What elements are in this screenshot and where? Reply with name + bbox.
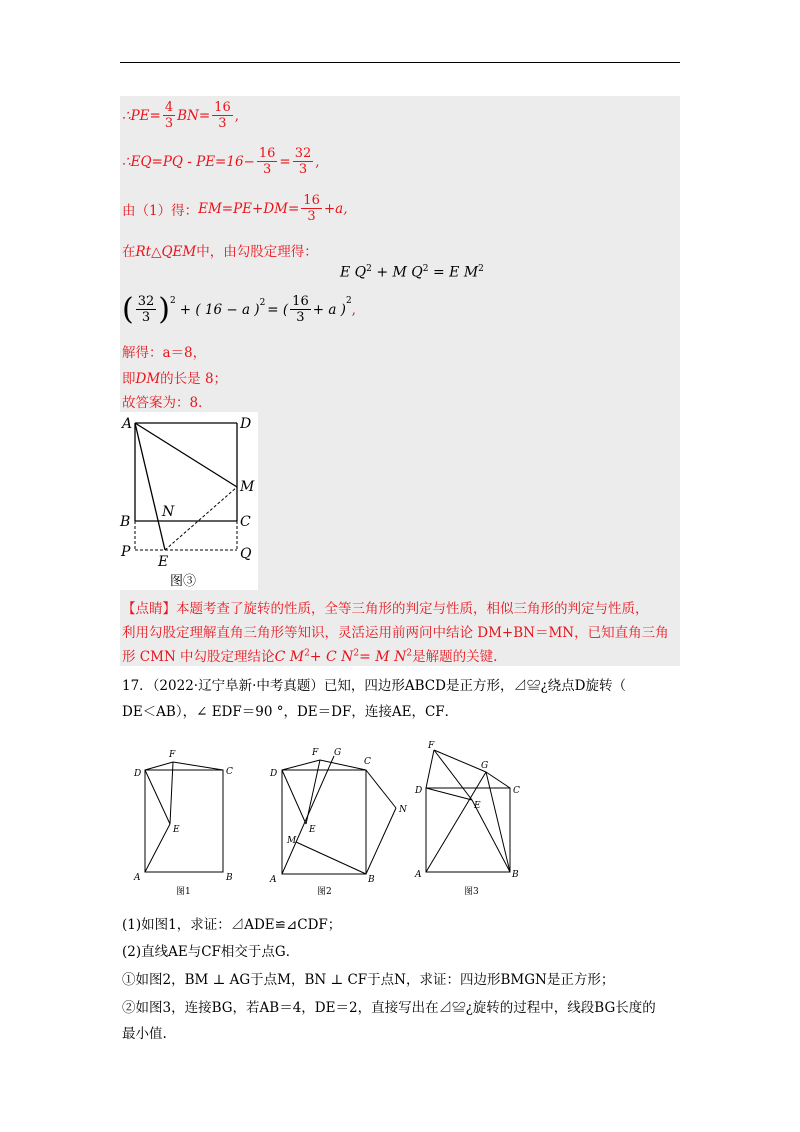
svg-text:B: B (226, 873, 233, 883)
problem-line-1: 17．（2022·辽宁阜新·中考真题）已知，四边形ABCD是正方形，⊿≌¿绕点D旋转（ (122, 678, 627, 694)
label-Q: Q (240, 546, 252, 562)
svg-text:F: F (428, 741, 435, 751)
svg-text:C: C (513, 786, 520, 796)
label-B: B (120, 514, 131, 530)
svg-text:A: A (270, 875, 277, 885)
label-E: E (158, 554, 169, 570)
problem-figure-3 (412, 738, 532, 898)
comment-line-1: 【点睛】本题考查了旋转的性质，全等三角形的判定与性质，相似三角形的判定与性质， (122, 601, 649, 617)
solution-line-8: 即DM的长是 8； (122, 371, 228, 387)
svg-text:A: A (415, 870, 422, 880)
svg-text:图2: 图2 (317, 887, 332, 897)
header-rule (120, 62, 680, 63)
solution-line-6: ( $\frac{32}{3}$ ) 2 + ( 16 − a ) 2 = ( $\frac{16}{3}$ + a ) 2 , (122, 291, 356, 327)
label-P: P (121, 544, 131, 560)
question-2-1: ①如图2，BM ⊥ AG于点M，BN ⊥ CF于点N，求证：四边形BMGN是正方形； (122, 972, 615, 988)
svg-text:图3: 图3 (464, 887, 479, 897)
question-1: (1)如图1，求证：⊿ADE≌⊿CDF； (122, 917, 342, 933)
problem-figure-1 (128, 742, 238, 898)
svg-text:G: G (481, 761, 489, 771)
svg-text:E: E (474, 801, 481, 811)
solution-line-7: 解得：a＝8， (122, 345, 207, 361)
svg-text:D: D (134, 769, 142, 779)
comment-line-3: 形 CMN 中勾股定理结论C $M^2+ C$ $N^2= M$ $N^2$是解题的关键. (122, 648, 498, 665)
svg-text:E: E (309, 825, 316, 835)
svg-text:B: B (368, 875, 375, 885)
svg-text:D: D (270, 769, 278, 779)
problem-line-2: DE＜AB），∠ EDF＝90 °，DE＝DF，连接AE，CF． (122, 704, 459, 720)
question-2: (2)直线AE与CF相交于点G． (122, 944, 300, 960)
label-A: A (122, 416, 133, 432)
question-2-2: ②如图3，连接BG，若AB＝4，DE＝2，直接写出在⊿≌¿旋转的过程中，线段BG长度的 (122, 1000, 656, 1016)
svg-text:F: F (312, 748, 319, 758)
svg-text:B: B (512, 870, 519, 880)
label-N: N (162, 504, 175, 520)
solution-line-3: 由（1）得： EM=PE+DM= $\frac{16}{3}$ +a, (122, 193, 348, 224)
problem-figure-2 (262, 742, 412, 898)
svg-text:G: G (334, 748, 342, 758)
solution-line-1: ∴PE= $\frac{4}{3}$ BN= $\frac{16}{3}$ , (122, 100, 240, 131)
svg-text:D: D (415, 786, 423, 796)
figure-caption: 图③ (170, 574, 197, 589)
svg-text:A: A (134, 873, 141, 883)
solution-line-4: 在Rt△QEM中，由勾股定理得： (122, 244, 318, 260)
question-2-2-cont: 最小值. (122, 1026, 167, 1042)
label-M: M (240, 479, 255, 495)
solution-line-9: 故答案为：8． (122, 395, 212, 411)
svg-text:F: F (169, 750, 176, 760)
svg-text:C: C (364, 757, 371, 767)
solution-line-2: ∴EQ=PQ - PE=16− $\frac{16}{3}$ = $\frac{32}{3}$ , (122, 146, 320, 177)
pythagoras-formula: E $Q^2 + M$ $Q^2 = E$ $M^2$ (340, 264, 484, 281)
label-D: D (240, 416, 252, 432)
solution-figure (118, 412, 258, 590)
svg-text:E: E (173, 825, 180, 835)
label-C: C (240, 514, 251, 530)
svg-text:M: M (287, 836, 297, 846)
comment-line-2: 利用勾股定理解直角三角形等知识，灵活运用前两问中结论 DM+BN＝MN，已知直角三角 (122, 625, 669, 641)
svg-text:C: C (226, 767, 233, 777)
svg-text:图1: 图1 (176, 887, 191, 897)
svg-text:N: N (399, 805, 407, 815)
